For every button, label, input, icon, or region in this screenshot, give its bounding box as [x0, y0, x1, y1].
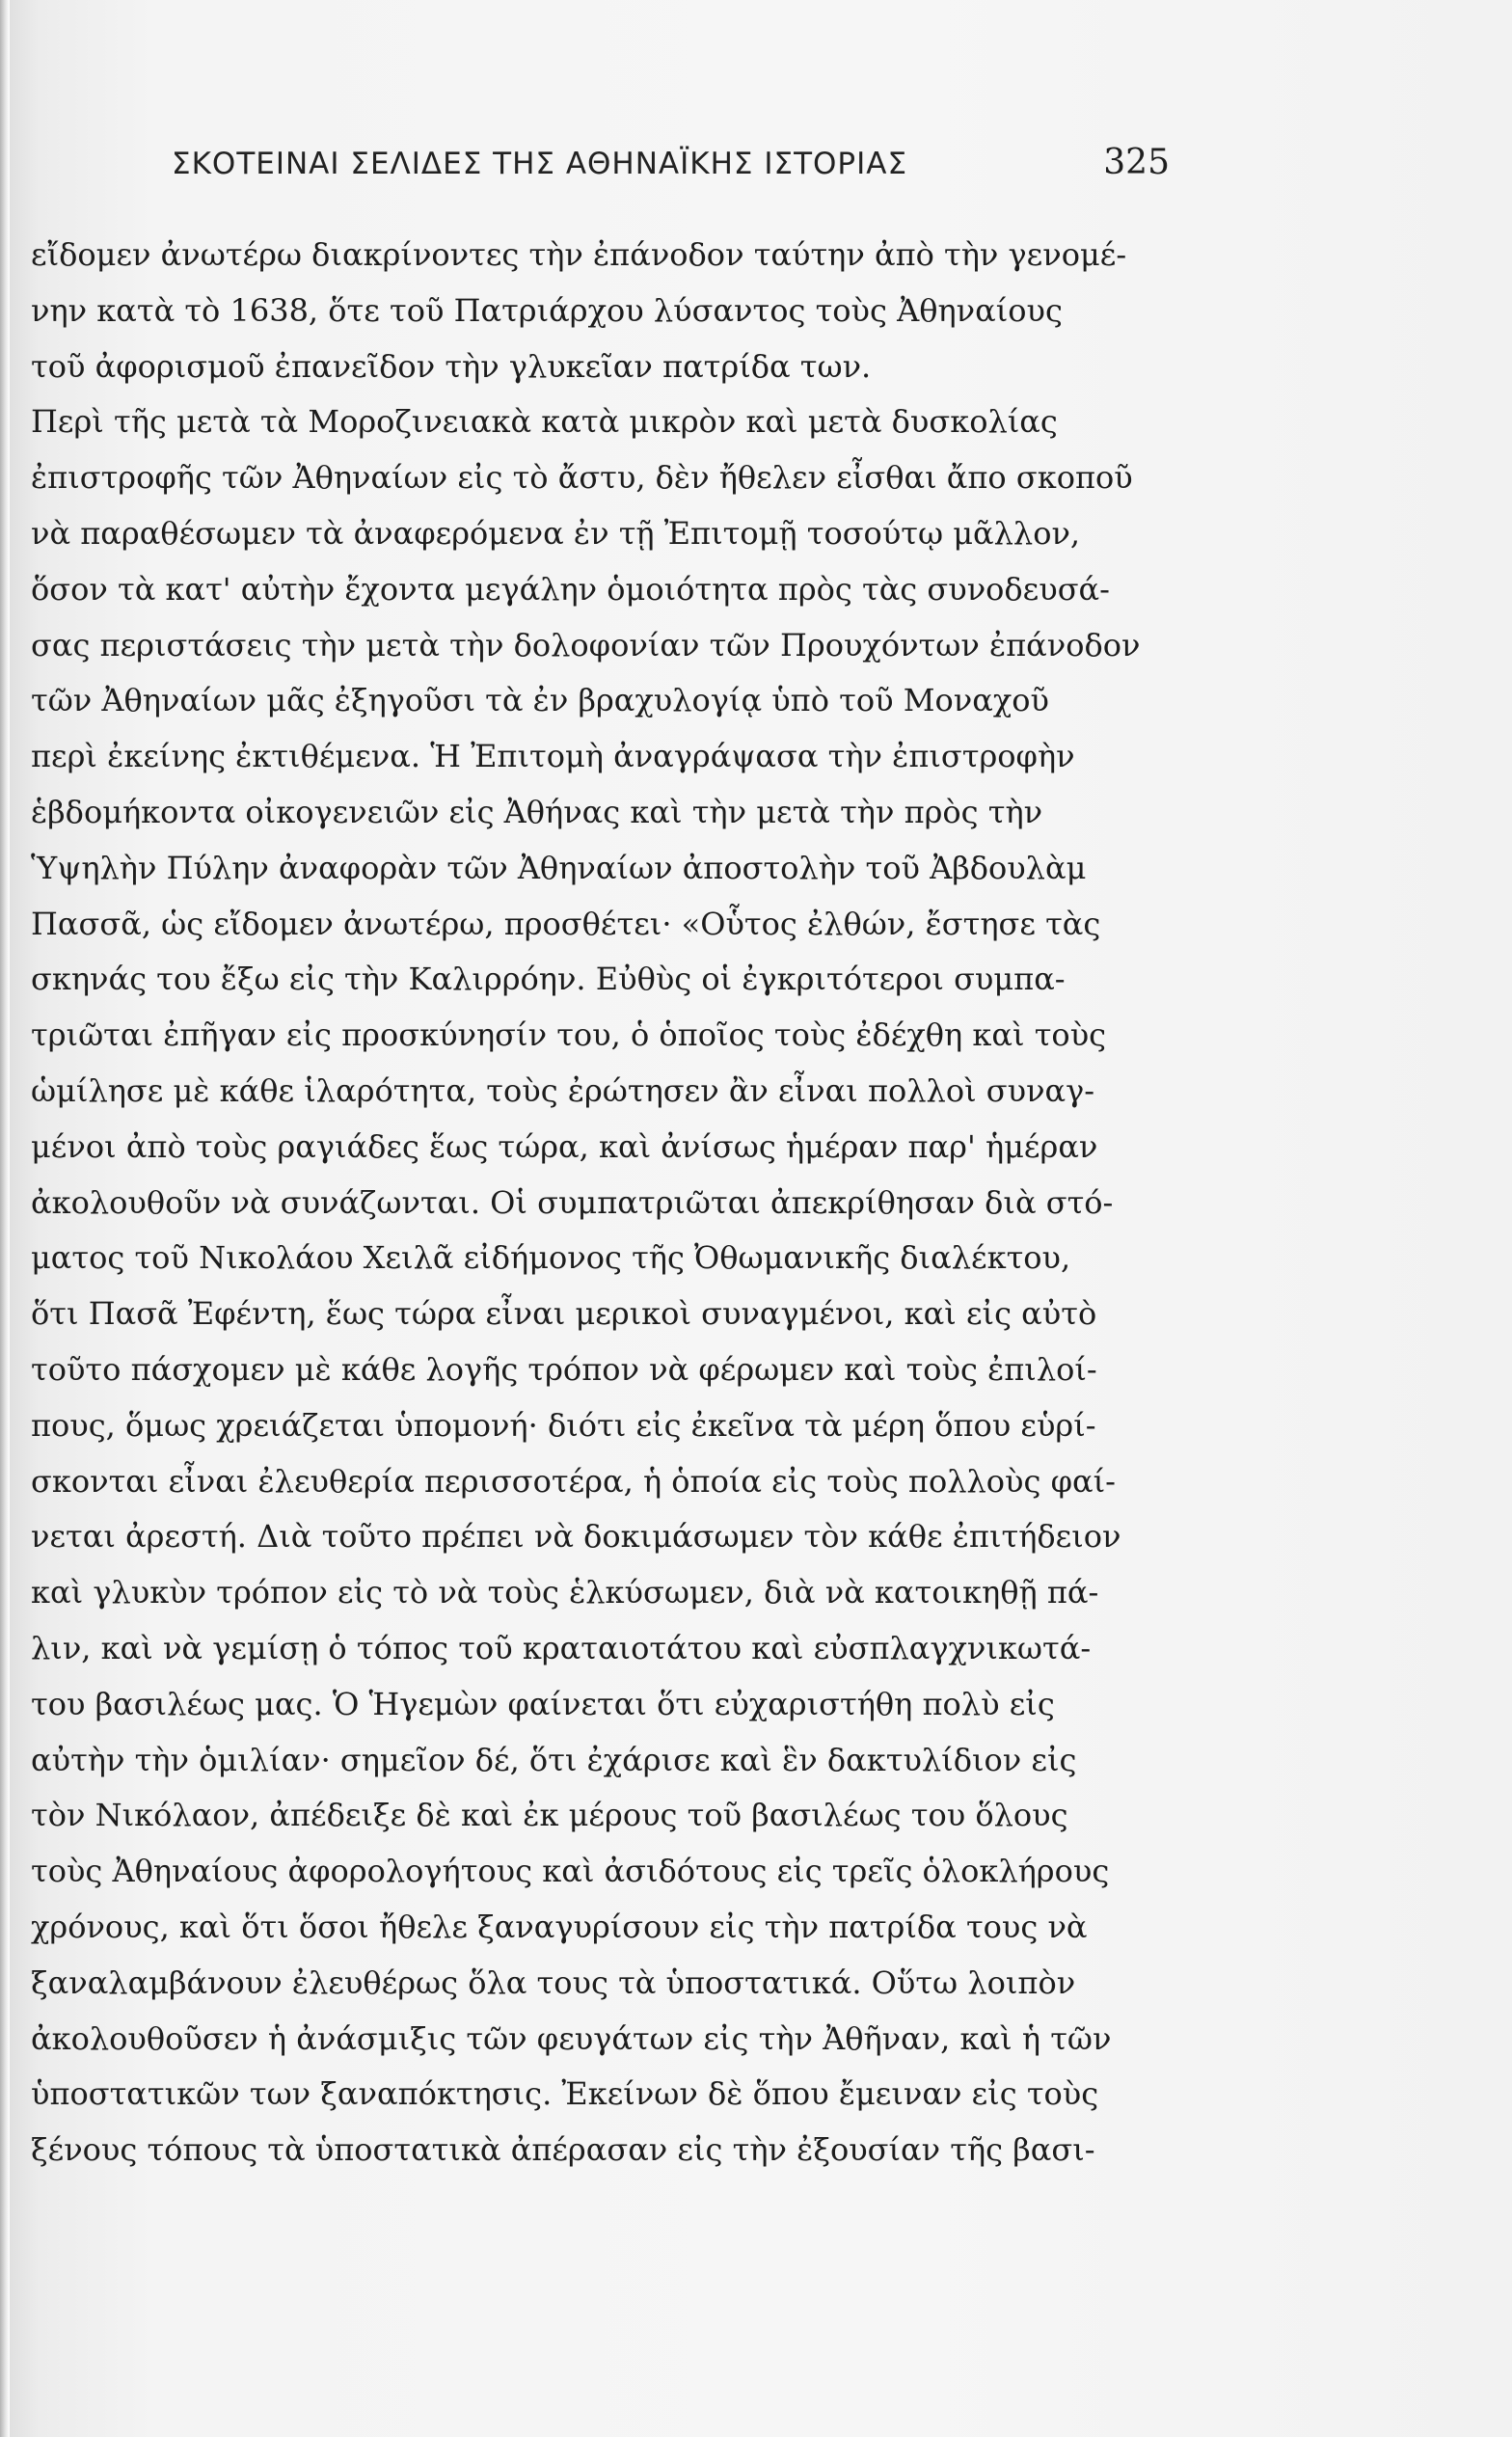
body-text — [31, 228, 1188, 2179]
text-line: Ὑψηλὴν Πύλην ἀναφορὰν τῶν Ἀθηναίων ἀποστολὴν τοῦ Ἀβδουλὰμ — [31, 849, 1087, 886]
text-line: νην κατὰ τὸ 1638, ὅτε τοῦ Πατριάρχου λύσαντος τοὺς Ἀθηναίους — [31, 291, 1063, 329]
text-line: εἴδομεν ἀνωτέρω διακρίνοντες τὴν ἐπάνοδον ταύτην ἀπὸ τὴν γενομέ- — [31, 236, 1127, 273]
text-line: ἑβδομήκοντα οἰκογενειῶν εἰς Ἀθήνας καὶ τὴν μετὰ τὴν πρὸς τὴν — [31, 793, 1043, 830]
running-head-title: ΣΚΟΤΕΙΝΑΙ ΣΕΛΙΔΕΣ ΤΗΣ ΑΘΗΝΑΪΚΗΣ ΙΣΤΟΡΙΑΣ — [172, 147, 908, 181]
text-line: Πασσᾶ, ὡς εἴδομεν ἀνωτέρω, προσθέτει· «Οὗτος ἐλθών, ἔστησε τὰς — [31, 905, 1101, 942]
text-line: σκονται εἶναι ἐλευθερία περισσοτέρα, ἡ ὁποία εἰς τοὺς πολλοὺς φαί- — [31, 1462, 1116, 1500]
text-line: ἐπιστροφῆς τῶν Ἀθηναίων εἰς τὸ ἄστυ, δὲν ἤθελεν εἶσθαι ἄπο σκοποῦ — [31, 459, 1133, 497]
text-line: περὶ ἐκείνης ἐκτιθέμενα. Ἡ Ἐπιτομὴ ἀναγράψασα τὴν ἐπιστροφὴν — [31, 738, 1075, 775]
text-line: τοὺς Ἀθηναίους ἀφορολογήτους καὶ ἀσιδότους εἰς τρεῖς ὁλοκλήρους — [31, 1853, 1110, 1890]
text-line: ὅσον τὰ κατ' αὐτὴν ἔχοντα μεγάλην ὁμοιότητα πρὸς τὰς συνοδευσά- — [31, 570, 1110, 608]
text-line: τριῶται ἐπῆγαν εἰς προσκύνησίν του, ὁ ὁποῖος τοὺς ἐδέχθη καὶ τοὺς — [31, 1016, 1107, 1054]
text-line: τοῦτο πάσχομεν μὲ κάθε λογῆς τρόπον νὰ φέρωμεν καὶ τοὺς ἐπιλοί- — [31, 1350, 1097, 1388]
text-line: πους, ὅμως χρειάζεται ὑπομονή· διότι εἰς ἐκεῖνα τὰ μέρη ὅπου εὑρί- — [31, 1406, 1096, 1444]
text-line: χρόνους, καὶ ὅτι ὅσοι ἤθελε ξαναγυρίσουν εἰς τὴν πατρίδα τους νὰ — [31, 1908, 1088, 1945]
text-line: νὰ παραθέσωμεν τὰ ἀναφερόμενα ἐν τῇ Ἐπιτομῇ τοσούτῳ μᾶλλον, — [31, 514, 1081, 552]
text-line: Περὶ τῆς μετὰ τὰ Μοροζινειακὰ κατὰ μικρὸν καὶ μετὰ δυσκολίας — [31, 403, 1058, 441]
text-line: σκηνάς του ἔξω εἰς τὴν Καλιρρόην. Εὐθὺς οἱ ἐγκριτότεροι συμπα- — [31, 961, 1066, 998]
text-line: τοῦ ἀφορισμοῦ ἐπανεῖδον τὴν γλυκεῖαν πατρίδα των. — [31, 347, 872, 385]
text-line: ματος τοῦ Νικολάου Χειλᾶ εἰδήμονος τῆς Ὀθωμανικῆς διαλέκτου, — [31, 1239, 1071, 1277]
text-line: ὑποστατικῶν των ξαναπόκτησις. Ἐκείνων δὲ ὅπου ἔμειναν εἰς τοὺς — [31, 2075, 1099, 2113]
text-line: του βασιλέως μας. Ὁ Ἡγεμὼν φαίνεται ὅτι εὐχαριστήθη πολὺ εἰς — [31, 1685, 1055, 1722]
text-line: ξένους τόπους τὰ ὑποστατικὰ ἀπέρασαν εἰς τὴν ἐξουσίαν τῆς βασι- — [31, 2131, 1095, 2169]
text-line: καὶ γλυκὺν τρόπον εἰς τὸ νὰ τοὺς ἑλκύσωμεν, διὰ νὰ κατοικηθῇ πά- — [31, 1574, 1099, 1611]
text-line: μένοι ἀπὸ τοὺς ραγιάδες ἕως τώρα, καὶ ἀνίσως ἡμέραν παρ' ἡμέραν — [31, 1127, 1098, 1165]
text-line: ὅτι Πασᾶ Ἐφέντη, ἕως τώρα εἶναι μερικοὶ συναγμένοι, καὶ εἰς αὐτὸ — [31, 1295, 1097, 1333]
scan-edge-shadow — [0, 0, 10, 2437]
text-line: τῶν Ἀθηναίων μᾶς ἐξηγοῦσι τὰ ἐν βραχυλογίᾳ ὑπὸ τοῦ Μοναχοῦ — [31, 682, 1049, 719]
text-line: σας περιστάσεις τὴν μετὰ τὴν δολοφονίαν τῶν Προυχόντων ἐπάνοδον — [31, 626, 1141, 663]
text-line: ὡμίλησε μὲ κάθε ἱλαρότητα, τοὺς ἐρώτησεν ἂν εἶναι πολλοὶ συναγ- — [31, 1071, 1095, 1109]
text-line: νεται ἀρεστή. Διὰ τοῦτο πρέπει νὰ δοκιμάσωμεν τὸν κάθε ἐπιτήδειον — [31, 1518, 1121, 1556]
text-line: ἀκολουθοῦν νὰ συνάζωνται. Οἱ συμπατριῶται ἀπεκρίθησαν διὰ στό- — [31, 1183, 1114, 1221]
text-line: ἀκολουθοῦσεν ἡ ἀνάσμιξις τῶν φευγάτων εἰς τὴν Ἀθῆναν, καὶ ἡ τῶν — [31, 2019, 1112, 2057]
running-head — [172, 143, 1170, 201]
page-number: 325 — [1103, 143, 1170, 182]
text-line: ξαναλαμβάνουν ἐλευθέρως ὅλα τους τὰ ὑποστατικά. Οὕτω λοιπὸν — [31, 1963, 1076, 2001]
text-line: λιν, καὶ νὰ γεμίσῃ ὁ τόπος τοῦ κραταιοτάτου καὶ εὐσπλαγχνικωτά- — [31, 1629, 1092, 1666]
text-line: τὸν Νικόλαον, ἀπέδειξε δὲ καὶ ἐκ μέρους τοῦ βασιλέως του ὅλους — [31, 1797, 1068, 1834]
text-line: αὐτὴν τὴν ὁμιλίαν· σημεῖον δέ, ὅτι ἐχάρισε καὶ ἓν δακτυλίδιον εἰς — [31, 1741, 1077, 1778]
